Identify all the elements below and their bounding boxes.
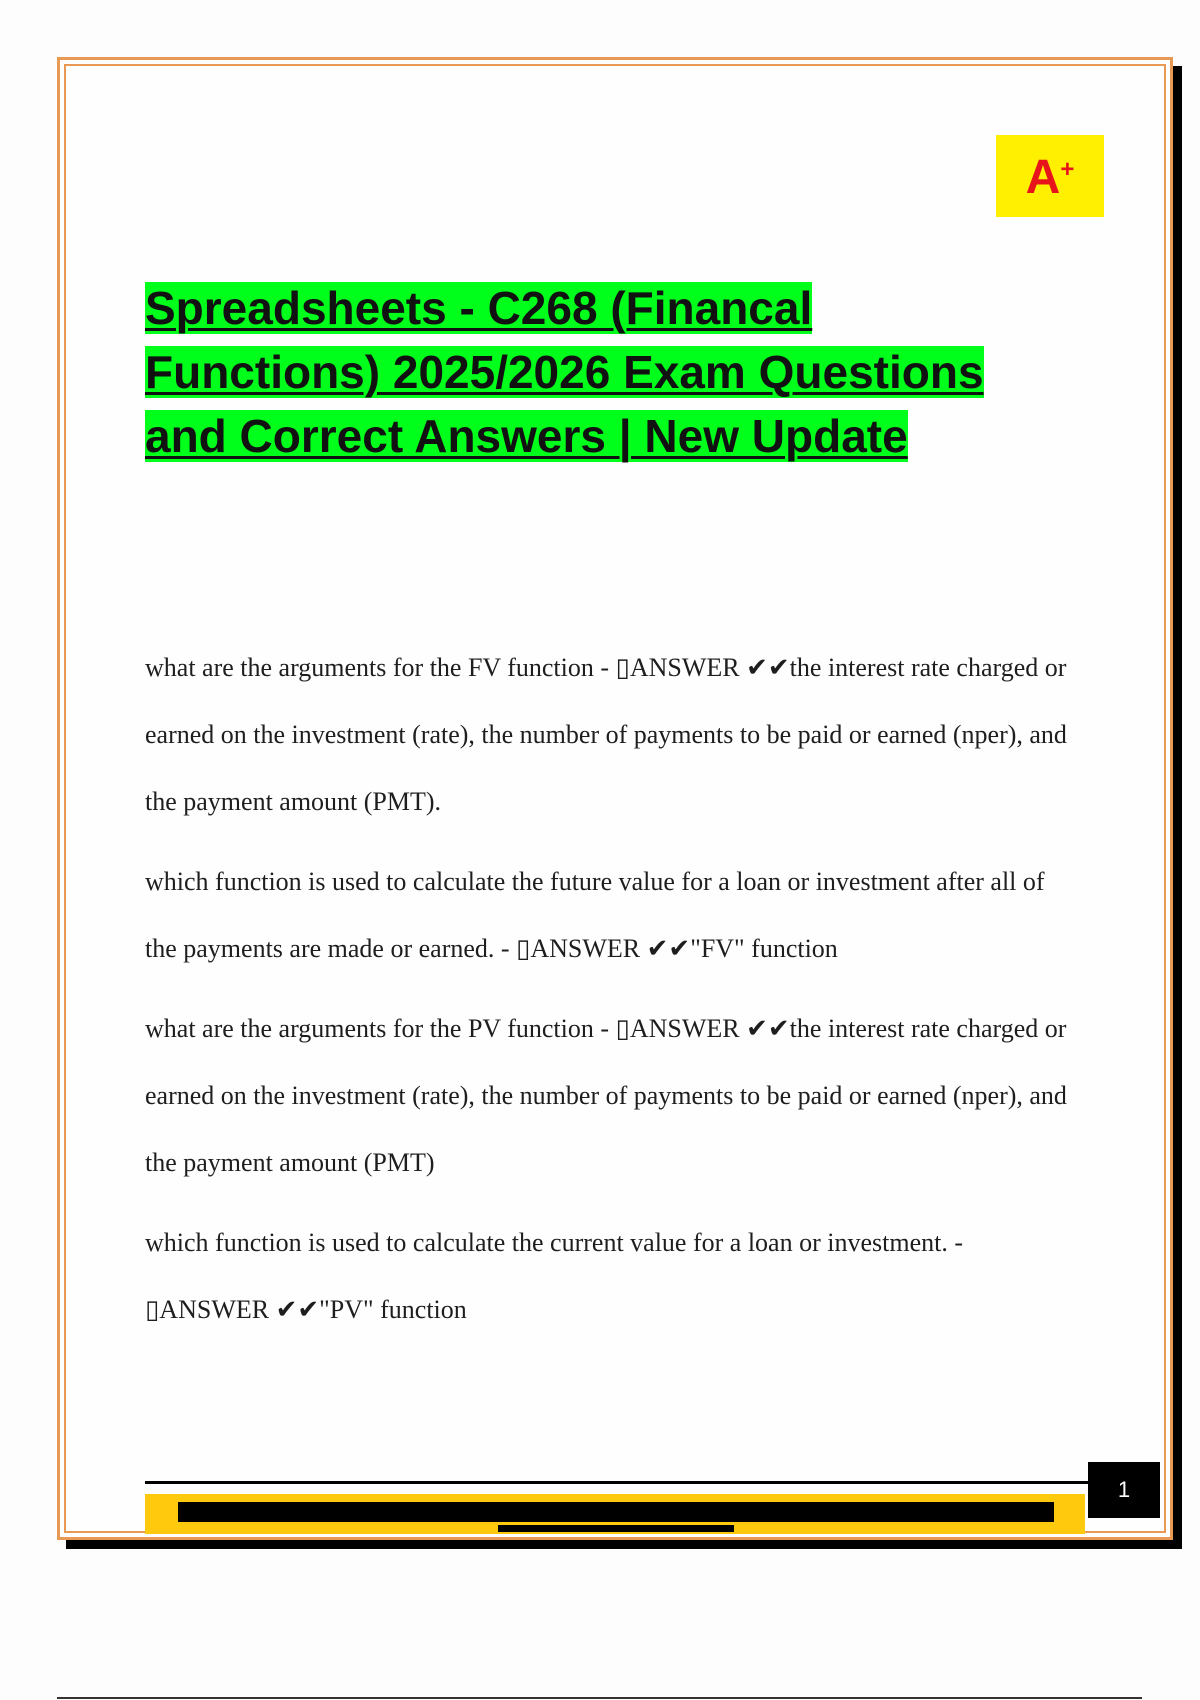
title-line-2: Functions) 2025/2026 Exam Questions bbox=[145, 346, 984, 398]
title-line-1: Spreadsheets - C268 (Financal bbox=[145, 282, 813, 334]
grade-badge bbox=[996, 135, 1104, 217]
question-item: which function is used to calculate the current value for a loan or investment. - ▯ANSWER ✔✔"PV" function bbox=[145, 1228, 963, 1324]
grade-letter: A bbox=[1025, 151, 1061, 204]
grade-plus: + bbox=[1060, 156, 1075, 183]
footer-bar-line bbox=[498, 1525, 734, 1532]
footer-rule bbox=[145, 1481, 1089, 1484]
question-item: what are the arguments for the FV function - ▯ANSWER ✔✔the interest rate charged or earned on the investment (rate), the number of payments to be paid or earned (nper), and the payment amount (PMT). bbox=[145, 653, 1067, 816]
question-list bbox=[145, 634, 1075, 1343]
footer-bar-black-stripe bbox=[178, 1502, 1054, 1522]
page-number: 1 bbox=[1088, 1462, 1160, 1518]
bottom-rule bbox=[57, 1697, 1142, 1699]
question-item: which function is used to calculate the future value for a loan or investment after all of the payments are made or earned. - ▯ANSWER ✔✔"FV" function bbox=[145, 867, 1045, 963]
document-title bbox=[145, 276, 1045, 468]
question-item: what are the arguments for the PV function - ▯ANSWER ✔✔the interest rate charged or earned on the investment (rate), the number of payments to be paid or earned (nper), and the payment amount (PMT) bbox=[145, 1014, 1067, 1177]
footer-bar bbox=[145, 1494, 1085, 1534]
title-line-3: and Correct Answers | New Update bbox=[145, 410, 908, 462]
